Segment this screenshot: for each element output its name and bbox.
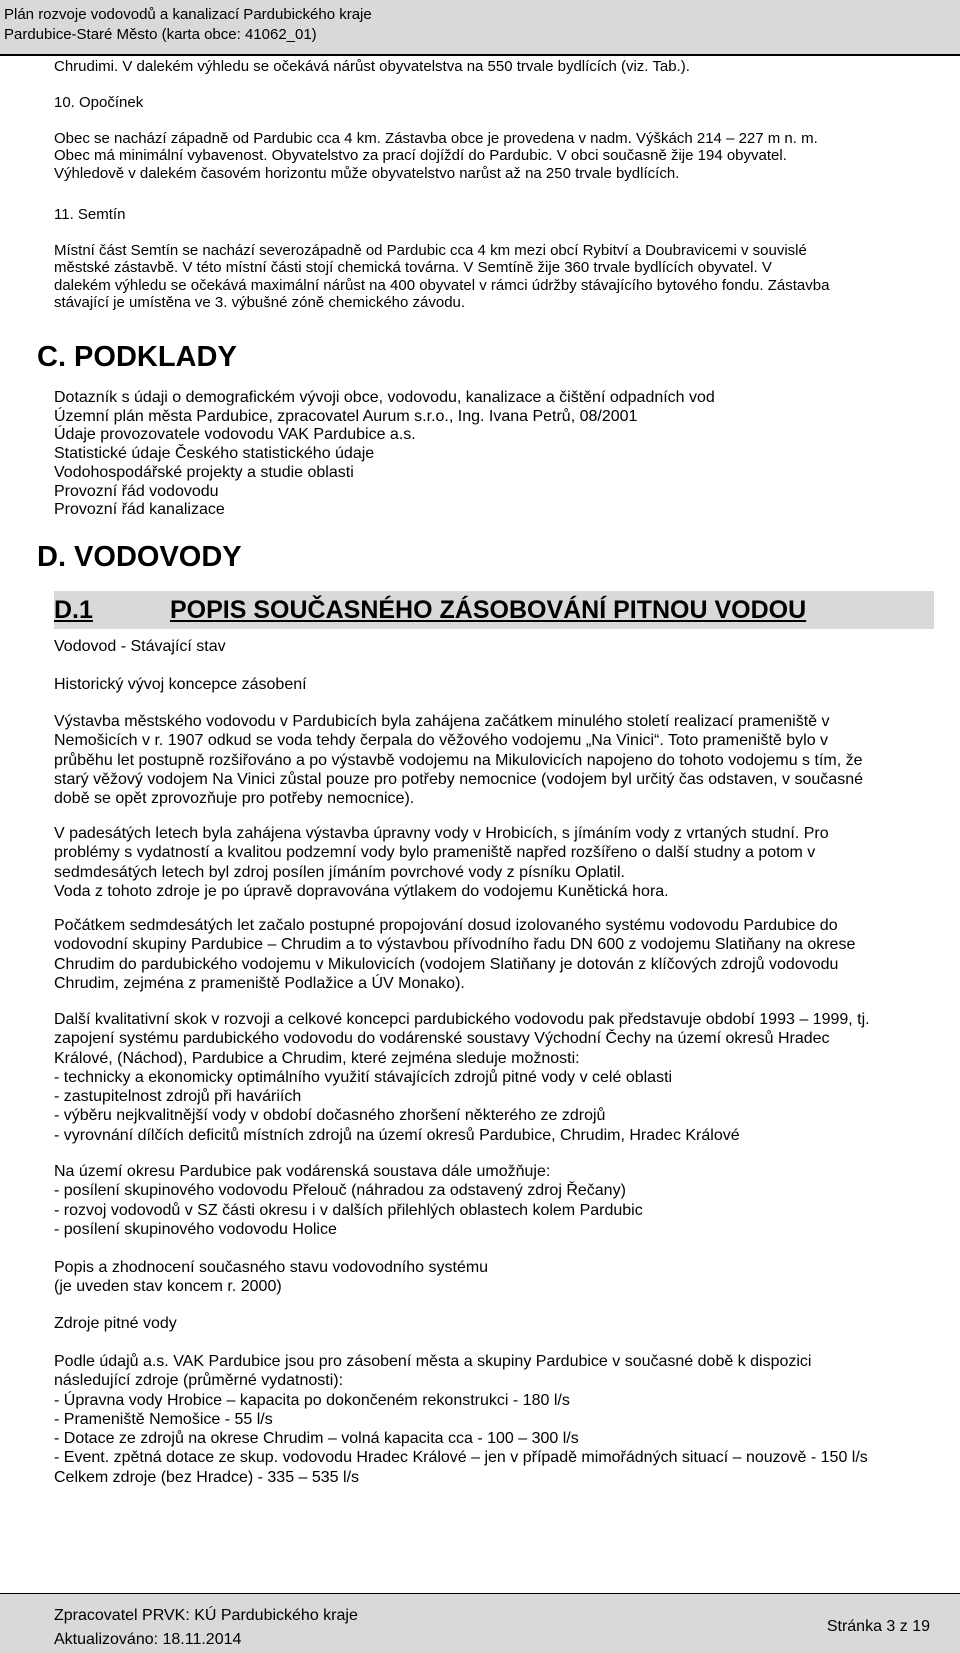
text-line: Místní část Semtín se nachází severozápadně od Pardubic cca 4 km mezi obcí Rybitví a Doubravicemi v souvislé (54, 242, 807, 259)
history-paragraph-3 (54, 916, 934, 993)
header-divider (0, 54, 960, 56)
text-line: Obec má minimální vybavenost. Obyvatelstvo za prací dojíždí do Pardubic. V obci současně žije 194 obyvatel. (54, 147, 787, 165)
text-line: Provozní řád kanalizace (54, 501, 225, 519)
text-line: - technicky a ekonomicky optimálního využití stávajících zdrojů pitné vody v celé oblasti (54, 1068, 673, 1086)
text-line: Počátkem sedmdesátých let začalo postupné propojování dosud izolovaného systému vodovodu Pardubice do (54, 917, 838, 934)
text-line: Dotazník s údaji o demografickém vývoji obce, vodovodu, kanalizace a čištění odpadních vod (54, 389, 715, 406)
text-line: Nemošicích v r. 1907 odkud se voda tehdy čerpala do věžového vodojemu „Na Vinici“. Toto prameniště bylo v (54, 732, 829, 750)
subheading-history: Historický vývoj koncepce zásobení (54, 676, 307, 693)
text-line: vodovodní skupiny Pardubice – Chrudim a to výstavbou přívodního řadu DN 600 z vodojemu Slatiňany na okrese (54, 936, 856, 954)
text-line: dalekém výhledu se očekává maximální nárůst na 400 obyvatel v rámci údržby stávajícího bytového fondu. Zástavba (54, 276, 830, 294)
opocinek-paragraph (54, 130, 934, 182)
text-line: Další kvalitativní skok v rozvoji a celkové koncepci pardubického vodovodu pak představuje období 1993 – 1999, tj. (54, 1011, 870, 1028)
text-line: - Úpravna vody Hrobice – kapacita po dokončeném rekonstrukci - 180 l/s (54, 1391, 570, 1409)
history-paragraph-1 (54, 712, 934, 808)
text-line: Celkem zdroje (bez Hradce) - 335 – 535 l/s (54, 1468, 360, 1486)
section-title: POPIS SOUČASNÉHO ZÁSOBOVÁNÍ PITNOU VODOU (170, 596, 807, 624)
text-line: - Prameniště Nemošice - 55 l/s (54, 1410, 273, 1428)
text-line: městské zástavbě. V této místní části stojí chemická továrna. V Semtíně žije 360 trvale bydlících obyvatel. V (54, 259, 772, 277)
text-line: Obec se nachází západně od Pardubic cca 4 km. Zástavba obce je provedena v nadm. Výškách 214 – 227 m n. m. (54, 130, 818, 147)
section-heading-bar (54, 591, 934, 629)
text-line: Králové, (Náchod), Pardubice a Chrudim, které zejména sleduje možnosti: (54, 1049, 580, 1067)
text-line: sedmdesátých letech byl zdroj posílen jímáním povrchové vody z písníku Oplatil. (54, 863, 625, 881)
text-line: průběhu let postupně rozšiřováno a po výstavbě vodojemu na Mikulovicích napojeno do tohoto vodojemu s tím, že (54, 751, 863, 769)
text-line: stávající je umístěna ve 3. výbušné zóně chemického závodu. (54, 294, 466, 312)
podklady-heading: C. PODKLADY (37, 341, 237, 373)
text-line: - Dotace ze zdrojů na okrese Chrudim – volná kapacita cca - 100 – 300 l/s (54, 1430, 579, 1448)
text-line: Popis a zhodnocení současného stavu vodovodního systému (54, 1259, 489, 1276)
semtin-heading: 11. Semtín (54, 206, 126, 223)
text-line: Zdroje pitné vody (54, 1315, 177, 1332)
text-line: - výběru nejkvalitnější vody v období dočasného zhoršení některého ze zdrojů (54, 1107, 606, 1125)
header-subtitle: Pardubice-Staré Město (karta obce: 41062_01) (4, 26, 317, 43)
text-line: Chrudim, zejména z prameniště Podlažice a ÚV Monako). (54, 974, 465, 992)
water-sources-heading (54, 1314, 934, 1333)
footer-updated: Aktualizováno: 18.11.2014 (54, 1631, 242, 1648)
text-line: Statistické údaje Českého statistického údaje (54, 445, 375, 463)
text-line: - posílení skupinového vodovodu Přelouč (náhradou za odstavený zdroj Řečany) (54, 1182, 626, 1200)
text-line: následující zdroje (průměrné vydatnosti): (54, 1372, 344, 1390)
text-line: Voda z tohoto zdroje je po úpravě dopravována výtlakem do vodojemu Kunětická hora. (54, 882, 669, 900)
subheading-existing-state: Vodovod - Stávající stav (54, 638, 226, 655)
text-line: Údaje provozovatele vodovodu VAK Pardubice a.s. (54, 426, 416, 444)
vodovody-heading: D. VODOVODY (37, 541, 242, 573)
text-line: Podle údajů a.s. VAK Pardubice jsou pro zásobení města a skupiny Pardubice v současné době k dispozici (54, 1353, 812, 1370)
text-line: Vodohospodářské projekty a studie oblasti (54, 463, 354, 481)
system-description (54, 1258, 934, 1297)
page-footer (0, 1594, 960, 1653)
page-header (0, 0, 960, 54)
history-paragraph-5 (54, 1162, 934, 1239)
footer-author: Zpracovatel PRVK: KÚ Pardubického kraje (54, 1607, 358, 1624)
header-title: Plán rozvoje vodovodů a kanalizací Pardubického kraje (4, 6, 372, 23)
text-line: době se opět zprovozňuje pro potřeby nemocnice). (54, 790, 415, 808)
text-line: Provozní řád vodovodu (54, 482, 219, 500)
opocinek-heading: 10. Opočínek (54, 94, 144, 111)
text-line: Výhledově v dalekém časovém horizontu může obyvatelstvo narůst až na 250 trvale bydlících. (54, 164, 680, 182)
text-line: - rozvoj vodovodů v SZ části okresu i v dalších přilehlých oblastech kolem Pardubic (54, 1201, 643, 1219)
text-line: - posílení skupinového vodovodu Holice (54, 1220, 337, 1238)
text-line: Chrudimi. V dalekém výhledu se očekává nárůst obyvatelstva na 550 trvale bydlících (viz. Tab.). (54, 58, 690, 75)
intro-paragraph (54, 58, 934, 75)
text-line: starý věžový vodojem Na Vinici zůstal pouze pro potřeby nemocnice (vodojem byl určitý čas odstaven, v současné (54, 770, 863, 788)
page-number: Stránka 3 z 19 (826, 1618, 930, 1635)
text-line: - Event. zpětná dotace ze skup. vodovodu Hradec Králové – jen v případě mimořádných situací – nouzově - 150 l/s (54, 1449, 868, 1467)
history-paragraph-2 (54, 824, 934, 901)
section-number: D.1 (54, 596, 93, 624)
text-line: (je uveden stav koncem r. 2000) (54, 1278, 282, 1296)
text-line: Výstavba městského vodovodu v Pardubicích byla zahájena začátkem minulého století realizací prameniště v (54, 713, 830, 730)
text-line: Na území okresu Pardubice pak vodárenská soustava dále umožňuje: (54, 1163, 551, 1180)
history-paragraph-4 (54, 1010, 934, 1145)
semtin-paragraph (54, 242, 934, 312)
text-line: Chrudim do pardubického vodojemu v Mikulovicích (vodojem Slatiňany je dotován z klíčových zdrojů vodovodu (54, 955, 839, 973)
text-line: - vyrovnání dílčích deficitů místních zdrojů na území okresů Pardubice, Chrudim, Hradec Králové (54, 1126, 740, 1144)
text-line: problémy s vydatností a kvalitou podzemní vody bylo prameniště napřed rozšířeno o další studny a potom v (54, 844, 816, 862)
podklady-list (54, 389, 934, 520)
text-line: Územní plán města Pardubice, zpracovatel Aurum s.r.o., Ing. Ivana Petrů, 08/2001 (54, 407, 638, 425)
water-sources-paragraph (54, 1352, 934, 1487)
text-line: V padesátých letech byla zahájena výstavba úpravny vody v Hrobicích, s jímáním vody z vrtaných studní. Pro (54, 825, 829, 842)
text-line: - zastupitelnost zdrojů při haváriích (54, 1088, 302, 1106)
text-line: zapojení systému pardubického vodovodu do vodárenské soustavy Východní Čechy na území okresů Hradec (54, 1030, 830, 1048)
